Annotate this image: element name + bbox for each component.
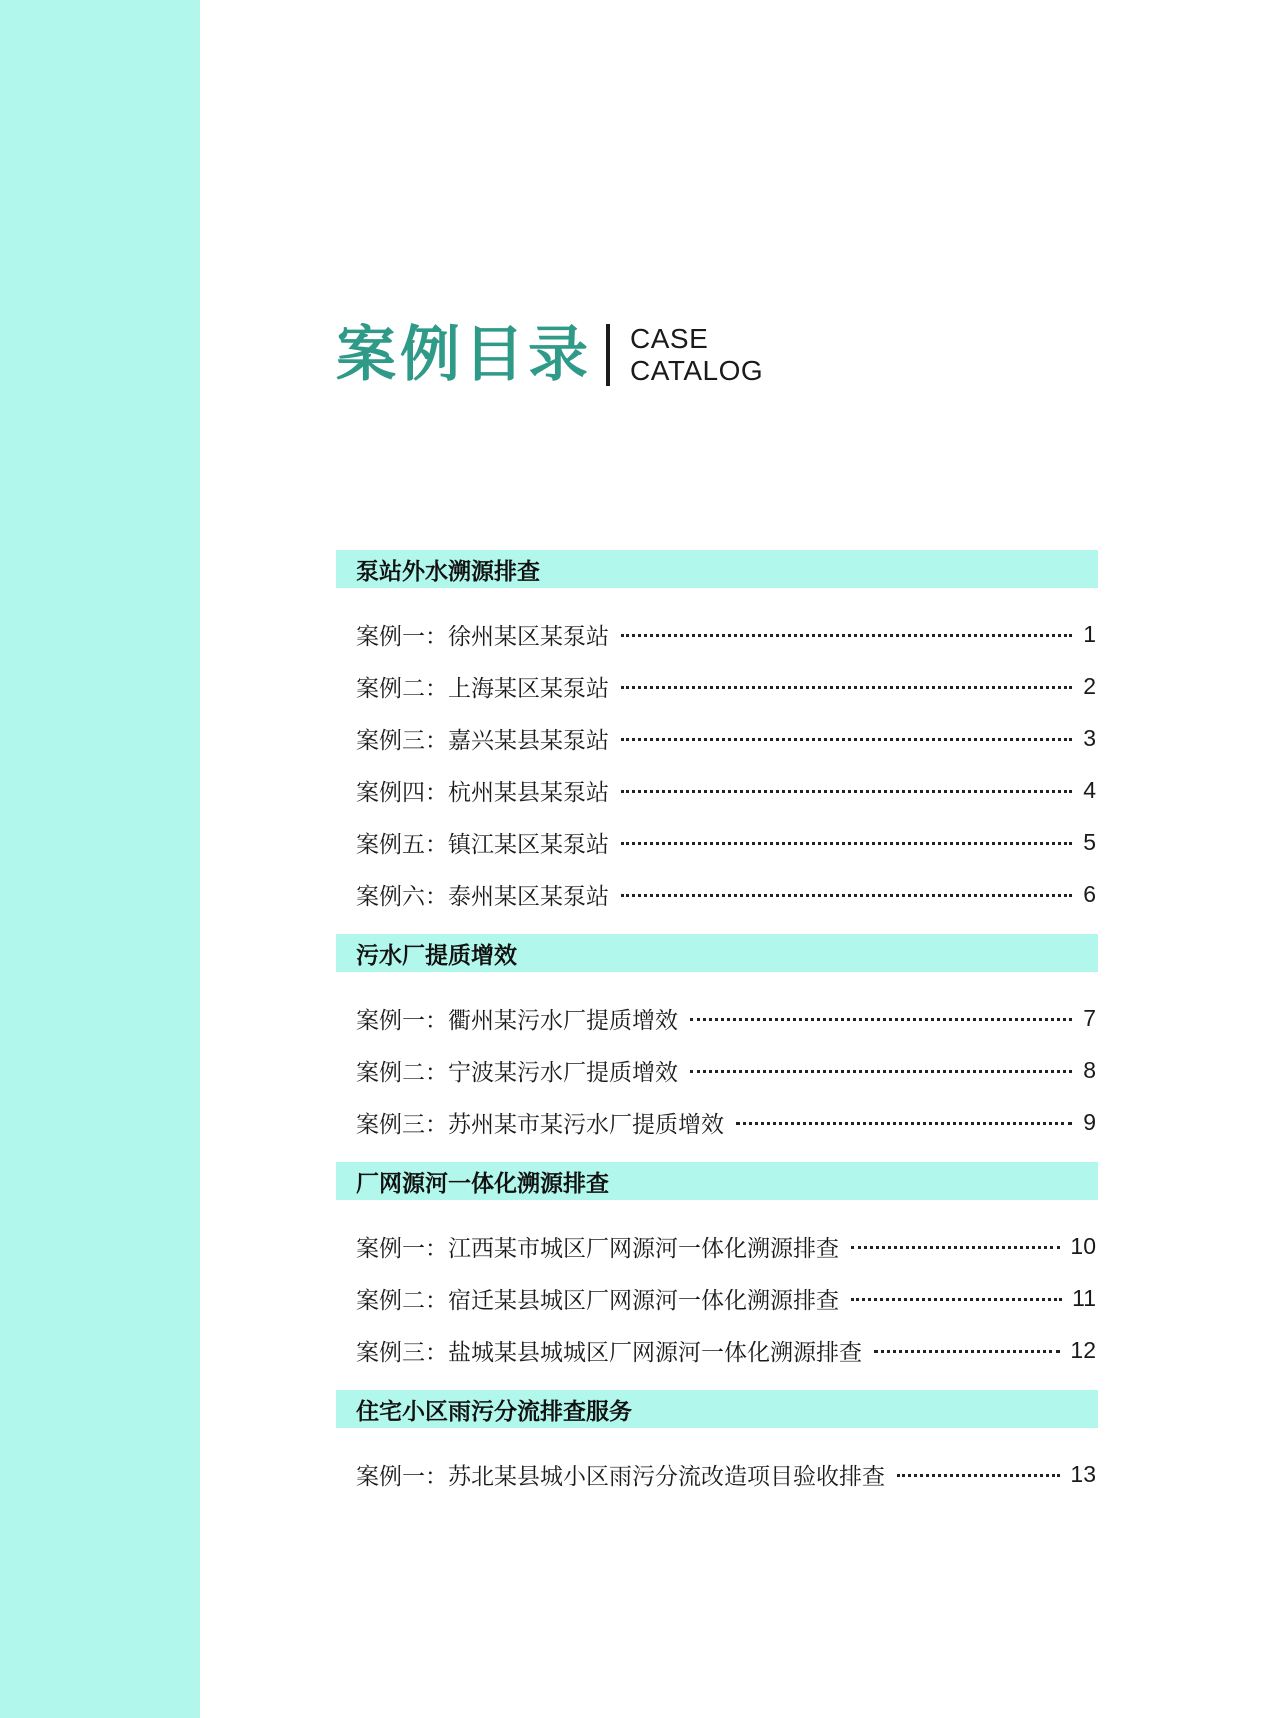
toc-entry-label: 案例五：镇江某区某泵站 — [356, 831, 609, 858]
toc-entry-label: 案例二：宿迁某县城区厂网源河一体化溯源排查 — [356, 1287, 839, 1314]
section-heading: 厂网源河一体化溯源排查 — [336, 1162, 1098, 1200]
dot-leader — [621, 894, 1072, 897]
page-title-en — [630, 323, 763, 387]
toc-section — [336, 1162, 1098, 1390]
section-items — [336, 972, 1098, 1162]
dot-leader — [690, 1070, 1072, 1073]
section-items — [336, 588, 1098, 934]
section-heading: 泵站外水溯源排查 — [336, 550, 1098, 588]
toc-entry-page: 1 — [1083, 620, 1096, 647]
toc-entry-page: 12 — [1070, 1336, 1096, 1363]
toc-entry-label: 案例三：苏州某市某污水厂提质增效 — [356, 1111, 724, 1138]
toc-entry[interactable] — [336, 992, 1098, 1044]
toc-entry[interactable] — [336, 1272, 1098, 1324]
page-title-en-line2: CATALOG — [630, 355, 764, 386]
toc-entry-label: 案例六：泰州某区某泵站 — [356, 883, 609, 910]
toc-entry[interactable] — [336, 660, 1098, 712]
toc-entry[interactable] — [336, 1220, 1098, 1272]
toc-entry-label: 案例一：苏北某县城小区雨污分流改造项目验收排查 — [356, 1463, 885, 1490]
toc-entry-page: 2 — [1083, 672, 1096, 699]
toc-section — [336, 934, 1098, 1162]
title-divider — [606, 324, 610, 386]
toc-entry-page: 10 — [1070, 1232, 1096, 1259]
section-heading: 污水厂提质增效 — [336, 934, 1098, 972]
dot-leader — [851, 1298, 1062, 1301]
toc-section — [336, 1390, 1098, 1514]
dot-leader — [736, 1122, 1072, 1125]
dot-leader — [621, 842, 1072, 845]
dot-leader — [621, 790, 1072, 793]
toc-entry-page: 13 — [1070, 1460, 1096, 1487]
section-items — [336, 1428, 1098, 1514]
toc-entry-label: 案例三：盐城某县城城区厂网源河一体化溯源排查 — [356, 1339, 862, 1366]
toc-entry[interactable] — [336, 712, 1098, 764]
toc-entry-page: 8 — [1083, 1056, 1096, 1083]
toc-section — [336, 550, 1098, 934]
dot-leader — [621, 738, 1072, 741]
toc-entry[interactable] — [336, 816, 1098, 868]
toc-entry-page: 6 — [1083, 880, 1096, 907]
section-heading: 住宅小区雨污分流排查服务 — [336, 1390, 1098, 1428]
catalog-title — [336, 318, 763, 392]
page-title-cn: 案例目录 — [336, 320, 592, 390]
dot-leader — [621, 686, 1072, 689]
dot-leader — [621, 634, 1072, 637]
toc-entry[interactable] — [336, 608, 1098, 660]
toc-entry-page: 7 — [1083, 1004, 1096, 1031]
dot-leader — [897, 1474, 1060, 1477]
toc-entry-page: 9 — [1083, 1108, 1096, 1135]
toc-entry-label: 案例一：衢州某污水厂提质增效 — [356, 1007, 678, 1034]
toc-entry[interactable] — [336, 1044, 1098, 1096]
toc-entry[interactable] — [336, 1448, 1098, 1500]
section-items — [336, 1200, 1098, 1390]
side-color-band — [0, 0, 200, 1718]
page-title-en-line1: CASE — [630, 323, 709, 354]
toc-entry-label: 案例一：徐州某区某泵站 — [356, 623, 609, 650]
toc-entry[interactable] — [336, 764, 1098, 816]
toc-entry[interactable] — [336, 1324, 1098, 1376]
toc-entry-label: 案例一：江西某市城区厂网源河一体化溯源排查 — [356, 1235, 839, 1262]
toc-entry-page: 4 — [1083, 776, 1096, 803]
toc-entry-label: 案例二：上海某区某泵站 — [356, 675, 609, 702]
dot-leader — [851, 1246, 1060, 1249]
toc-entry-label: 案例二：宁波某污水厂提质增效 — [356, 1059, 678, 1086]
toc-entry[interactable] — [336, 1096, 1098, 1148]
toc-entry-page: 3 — [1083, 724, 1096, 751]
toc-entry-label: 案例三：嘉兴某县某泵站 — [356, 727, 609, 754]
toc-entry[interactable] — [336, 868, 1098, 920]
toc-entry-page: 11 — [1072, 1284, 1096, 1311]
toc-entry-label: 案例四：杭州某县某泵站 — [356, 779, 609, 806]
dot-leader — [690, 1018, 1072, 1021]
dot-leader — [874, 1350, 1060, 1353]
table-of-contents — [336, 550, 1098, 1514]
toc-entry-page: 5 — [1083, 828, 1096, 855]
